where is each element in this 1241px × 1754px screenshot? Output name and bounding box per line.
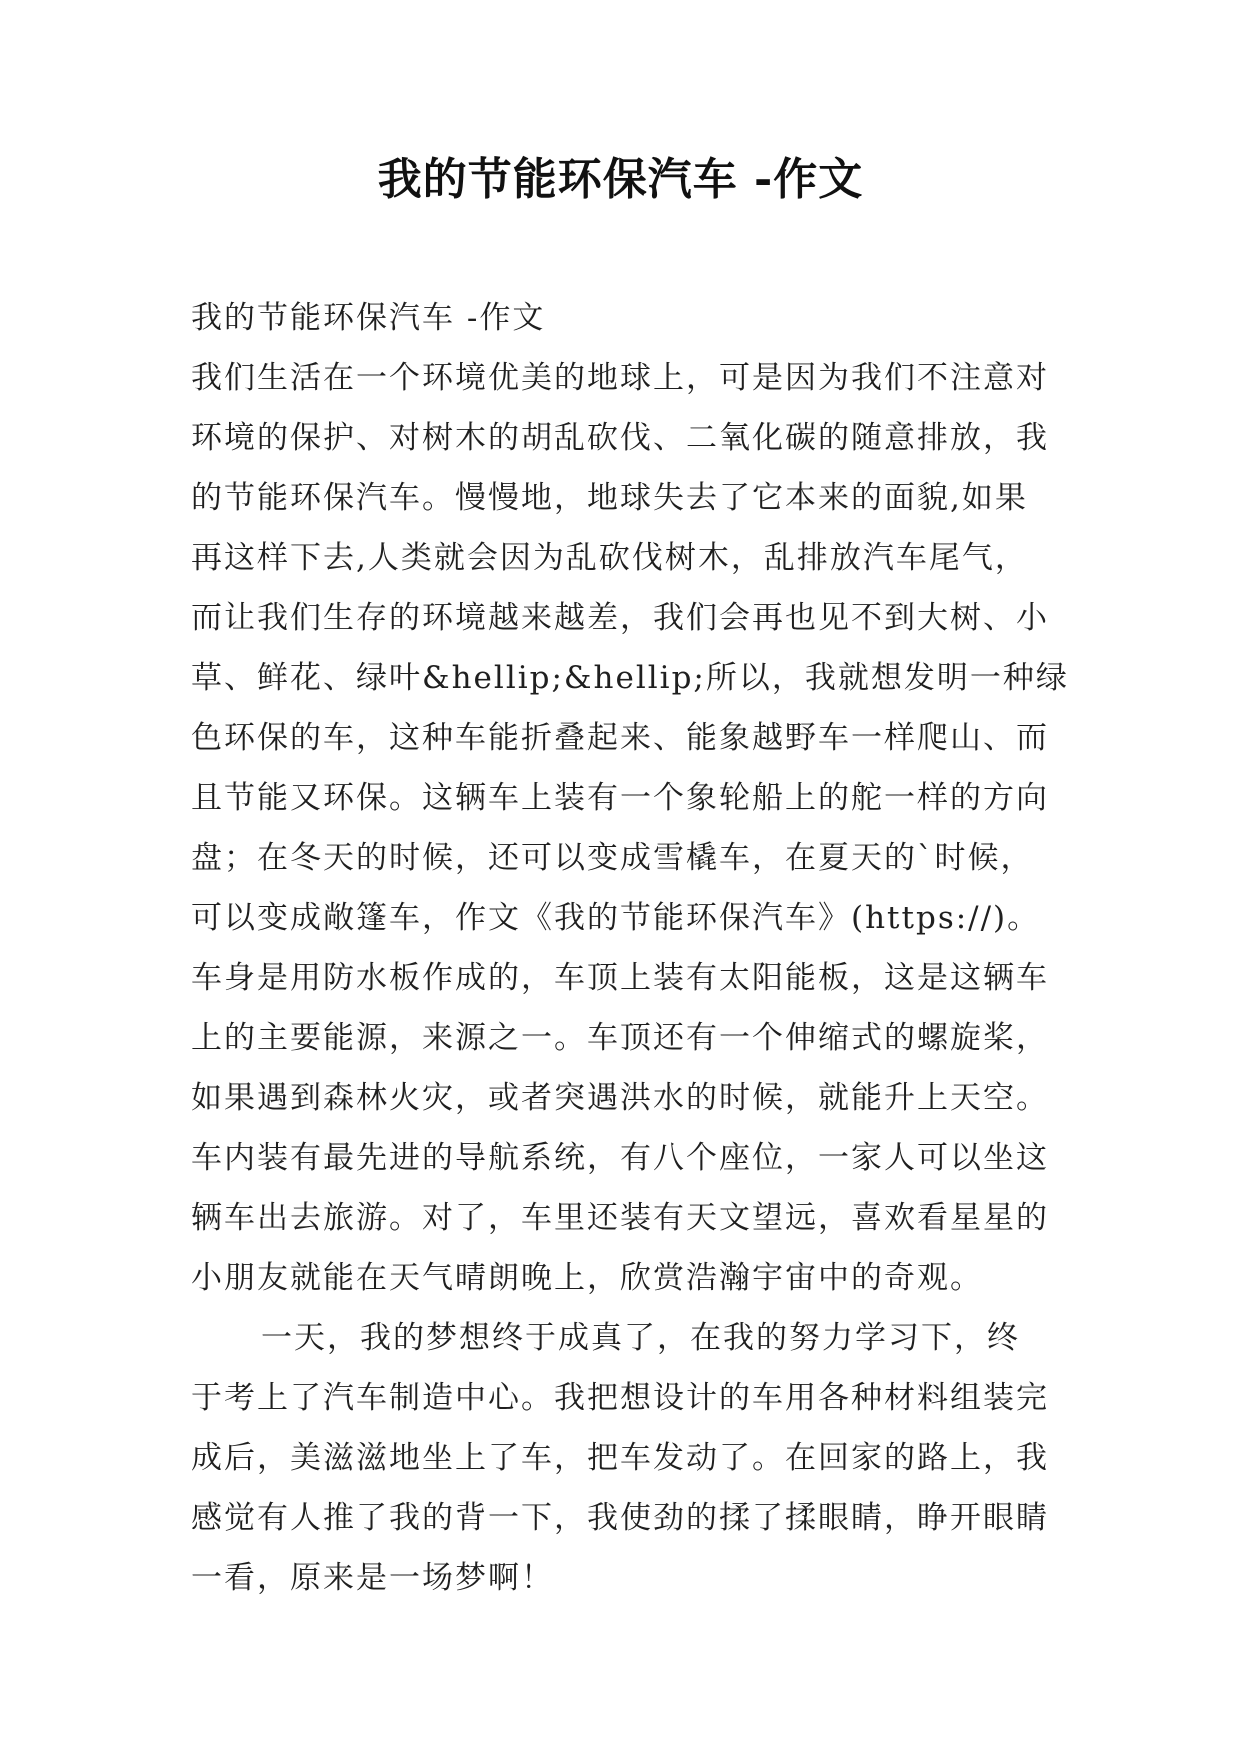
body-line: 车内装有最先进的导航系统，有八个座位，一家人可以坐这 — [191, 1140, 1049, 1176]
body-line: 草、鲜花、绿叶&hellip;&hellip;所以，我就想发明一种绿 — [191, 660, 1069, 696]
body-line: 我的节能环保汽车 -作文 — [191, 300, 546, 336]
body-line: 辆车出去旅游。对了，车里还装有天文望远，喜欢看星星的 — [191, 1200, 1049, 1236]
body-line: 色环保的车，这种车能折叠起来、能象越野车一样爬山、而 — [191, 720, 1049, 756]
body-line: 感觉有人推了我的背一下，我使劲的揉了揉眼睛，睁开眼睛 — [191, 1500, 1049, 1536]
body-line: 一看，原来是一场梦啊！ — [191, 1560, 554, 1596]
body-line: 盘；在冬天的时候，还可以变成雪橇车，在夏天的`时候， — [191, 840, 1034, 876]
body-line: 且节能又环保。这辆车上装有一个象轮船上的舵一样的方向 — [191, 780, 1049, 816]
body-line: 的节能环保汽车。慢慢地，地球失去了它本来的面貌,如果 — [191, 480, 1028, 516]
body-line: 环境的保护、对树木的胡乱砍伐、二氧化碳的随意排放，我 — [191, 420, 1049, 456]
body-line: 小朋友就能在天气晴朗晚上，欣赏浩瀚宇宙中的奇观。 — [191, 1260, 983, 1296]
body-line: 车身是用防水板作成的，车顶上装有太阳能板，这是这辆车 — [191, 960, 1049, 996]
document-title: 我的节能环保汽车 -作文 — [377, 154, 864, 205]
body-line: 一天，我的梦想终于成真了，在我的努力学习下，终 — [261, 1320, 1020, 1356]
body-line: 而让我们生存的环境越来越差，我们会再也见不到大树、小 — [191, 600, 1049, 636]
document-body — [191, 288, 1071, 1608]
body-line: 我们生活在一个环境优美的地球上，可是因为我们不注意对 — [191, 360, 1049, 396]
body-line: 如果遇到森林火灾，或者突遇洪水的时候，就能升上天空。 — [191, 1080, 1049, 1116]
body-line: 再这样下去,人类就会因为乱砍伐树木，乱排放汽车尾气， — [191, 540, 1028, 576]
body-line: 可以变成敞篷车，作文《我的节能环保汽车》(https://)。 — [191, 900, 1041, 936]
body-line: 于考上了汽车制造中心。我把想设计的车用各种材料组装完 — [191, 1380, 1049, 1416]
body-line: 成后，美滋滋地坐上了车，把车发动了。在回家的路上，我 — [191, 1440, 1049, 1476]
body-line: 上的主要能源，来源之一。车顶还有一个伸缩式的螺旋桨， — [191, 1020, 1049, 1056]
